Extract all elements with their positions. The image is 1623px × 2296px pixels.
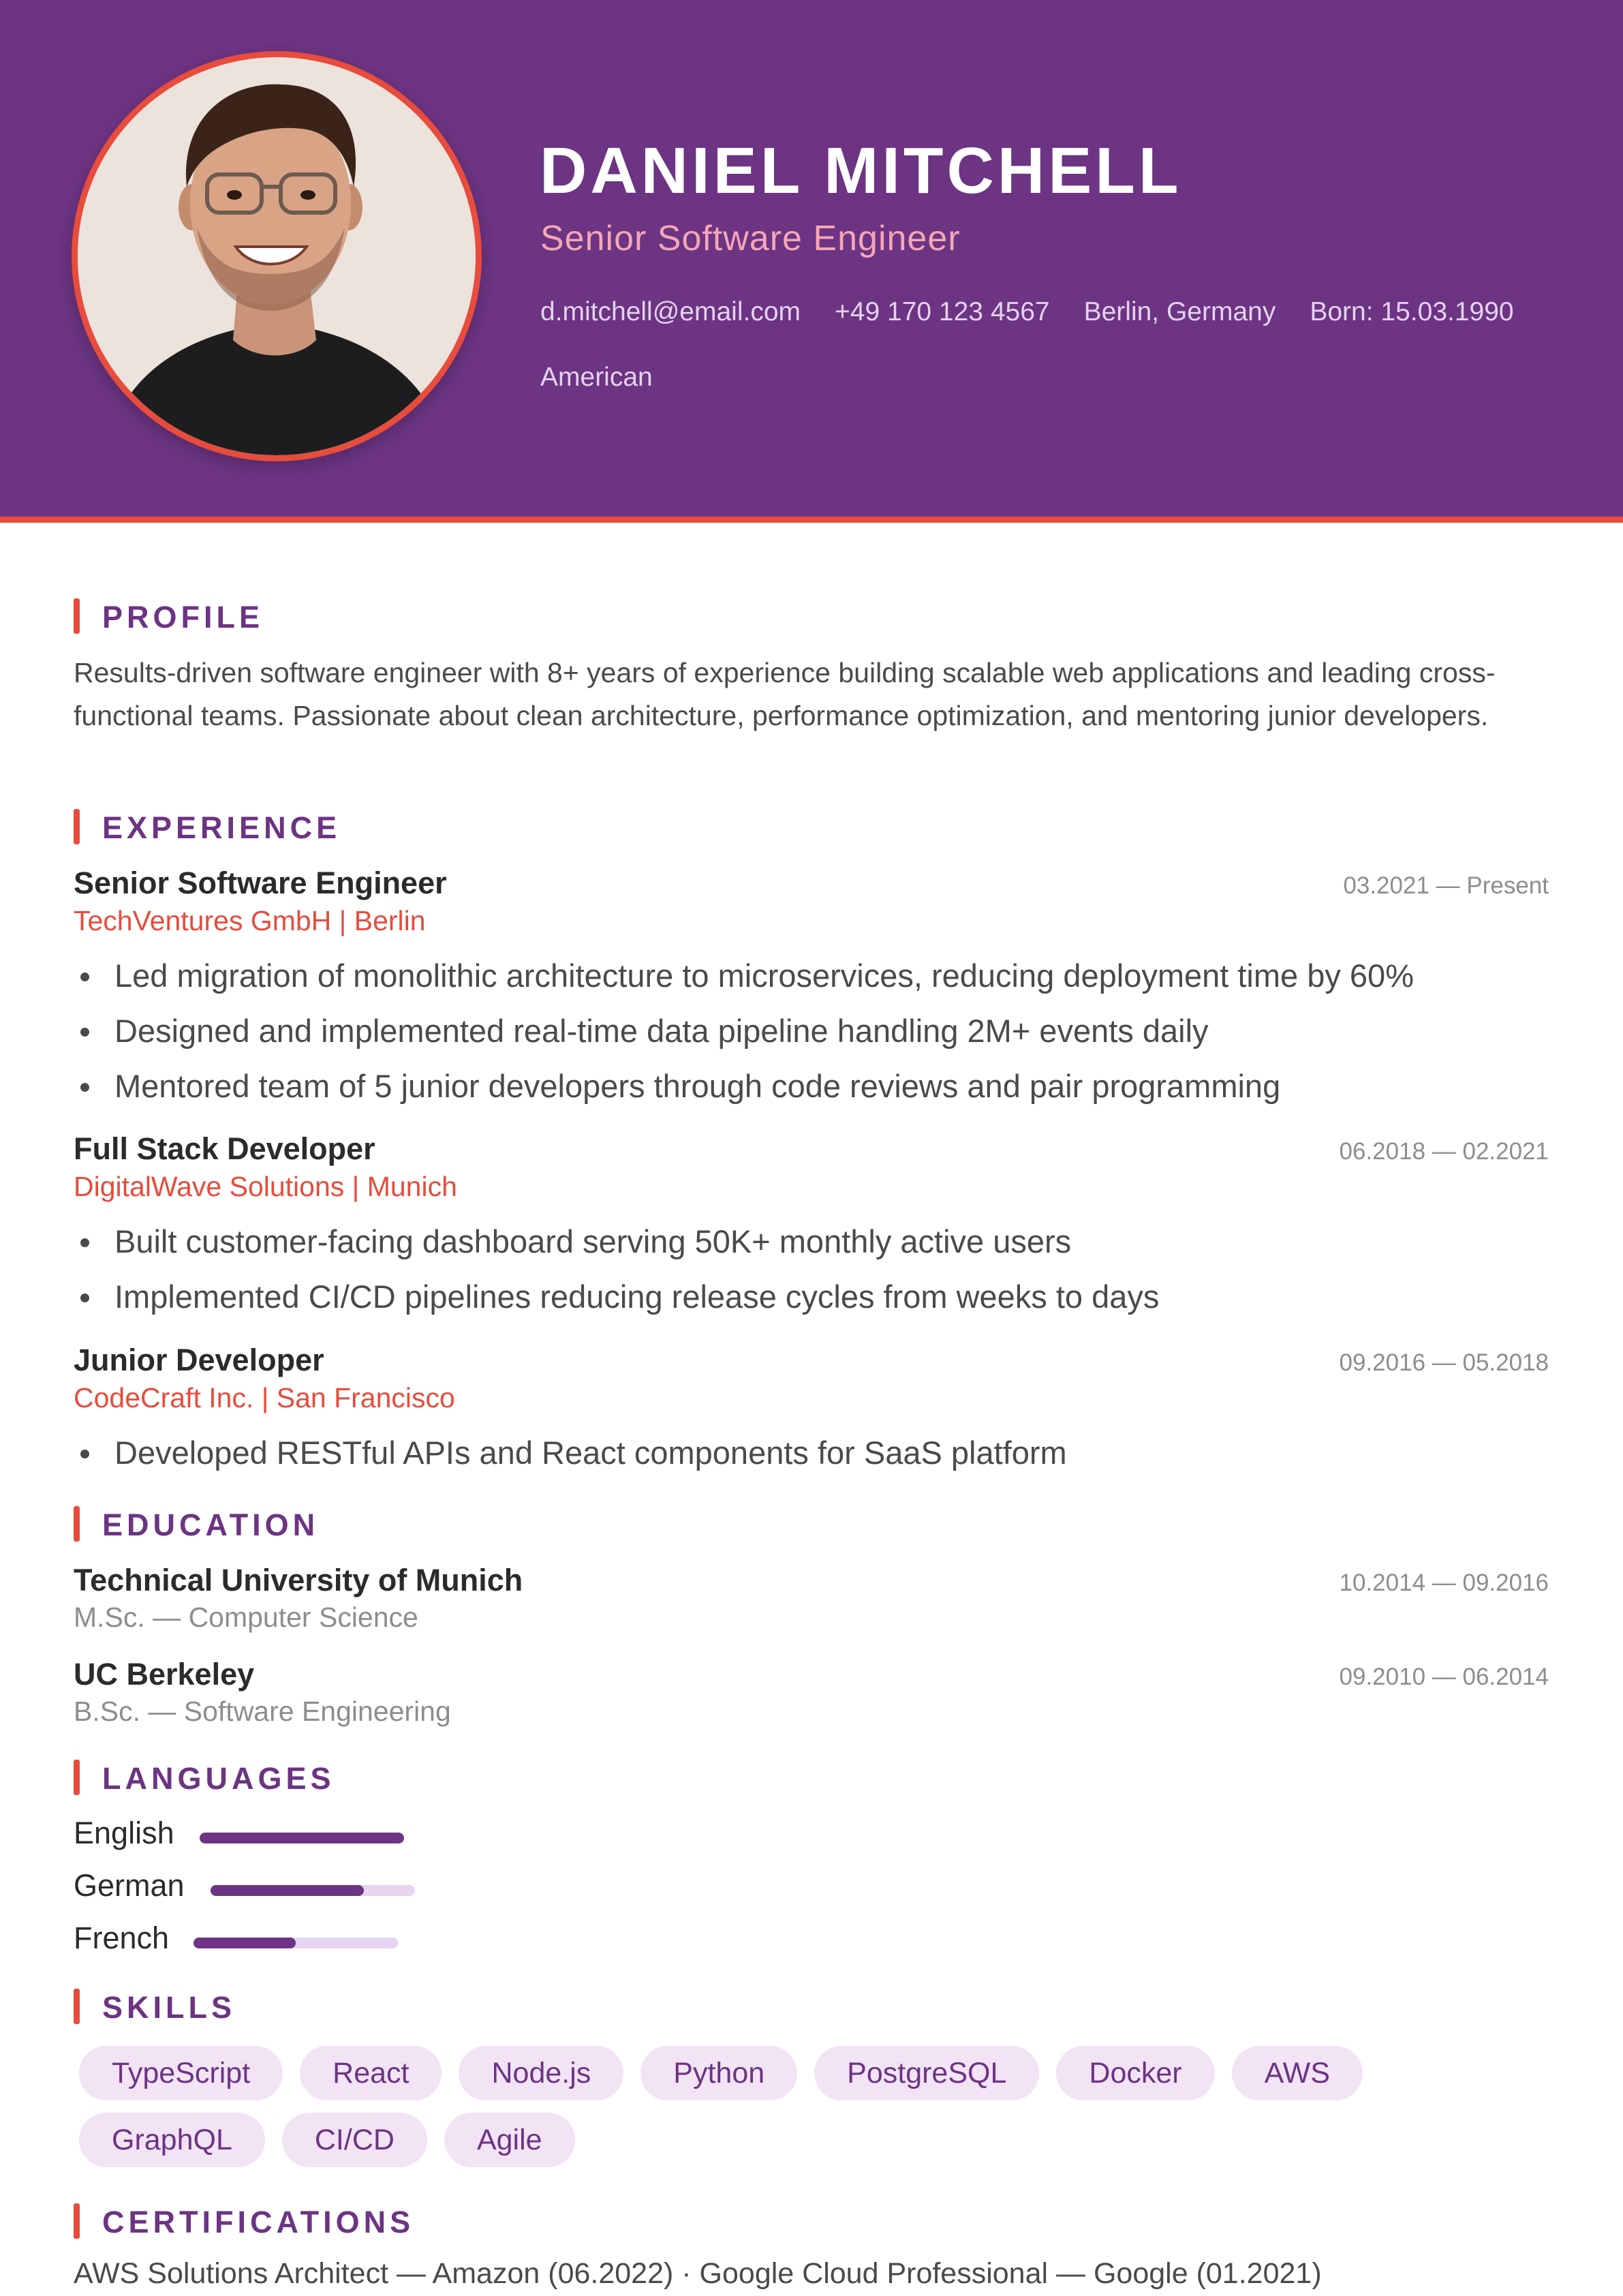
- list-item: Mentored team of 5 junior developers through code reviews and pair programming: [74, 1067, 1573, 1122]
- job-company: TechVentures GmbH | Berlin: [74, 905, 426, 936]
- education-school: UC Berkeley: [74, 1657, 255, 1692]
- language-level-fill: [200, 1833, 404, 1843]
- contact-location: Berlin, Germany: [1083, 297, 1276, 326]
- section-label: PROFILE: [102, 600, 264, 634]
- profile-summary: Results-driven software engineer with 8+ years of experience building scalable web applications and leading cross-functional teams. Passionate about clean architecture, performance optimization, and mentoring junior developers.: [74, 657, 1496, 731]
- contact-info: [540, 279, 1576, 410]
- contact-email[interactable]: d.mitchell@email.com: [540, 297, 801, 326]
- section-accent-bar: [74, 1760, 80, 1795]
- job-title: Senior Software Engineer: [74, 866, 447, 900]
- section-accent-bar: [74, 1506, 80, 1542]
- profile-photo: [78, 57, 476, 455]
- list-item: Built customer-facing dashboard serving 50K+ monthly active users: [74, 1222, 1573, 1277]
- certifications-list: AWS Solutions Architect — Amazon (06.2022) · Google Cloud Professional — Google (01.2021): [74, 2257, 1322, 2290]
- education-school: Technical University of Munich: [74, 1563, 523, 1597]
- language-level-bar: [194, 1938, 398, 1948]
- contact-birthdate: Born: 15.03.1990: [1310, 297, 1514, 326]
- skill-tag: Python: [640, 2046, 797, 2100]
- header-divider: [0, 517, 1623, 523]
- language-name: French: [74, 1920, 170, 1955]
- skill-tag: Node.js: [459, 2046, 623, 2100]
- skill-tag: Agile: [444, 2113, 575, 2167]
- section-accent-bar: [74, 1989, 80, 2024]
- list-item: Implemented CI/CD pipelines reducing release cycles from weeks to days: [74, 1277, 1573, 1332]
- language-name: German: [74, 1868, 185, 1903]
- skill-tag: PostgreSQL: [814, 2046, 1039, 2100]
- language-level-bar: [211, 1885, 415, 1896]
- job-dates: 09.2016 — 05.2018: [1339, 1349, 1549, 1376]
- section-label: SKILLS: [102, 1990, 236, 2025]
- section-accent-bar: [74, 2203, 80, 2239]
- list-item: Led migration of monolithic architecture to microservices, reducing deployment time by 60%: [74, 956, 1573, 1011]
- language-level-bar: [200, 1833, 404, 1843]
- language-level-fill: [194, 1938, 296, 1948]
- job-title: Junior Developer: [74, 1343, 324, 1377]
- list-item: Developed RESTful APIs and React components for SaaS platform: [74, 1433, 1573, 1488]
- section-accent-bar: [74, 809, 80, 844]
- job-title-headline: Senior Software Engineer: [540, 219, 961, 258]
- candidate-name: DANIEL MITCHELL: [540, 134, 1182, 207]
- profile-photo-frame: [72, 51, 482, 461]
- section-accent-bar: [74, 598, 80, 634]
- contact-nationality: American: [540, 363, 653, 392]
- portrait-illustration: [78, 57, 476, 455]
- skill-tag: CI/CD: [282, 2113, 427, 2167]
- job-company: DigitalWave Solutions | Munich: [74, 1171, 457, 1202]
- skill-tag: GraphQL: [79, 2113, 265, 2167]
- job-bullets: [74, 956, 1573, 1122]
- skill-tag: TypeScript: [79, 2046, 283, 2100]
- skill-tag: Docker: [1056, 2046, 1214, 2100]
- skill-tag: React: [300, 2046, 442, 2100]
- skill-tag: AWS: [1232, 2046, 1363, 2100]
- section-label: EDUCATION: [102, 1507, 320, 1542]
- contact-phone[interactable]: +49 170 123 4567: [835, 297, 1050, 326]
- job-dates: 06.2018 — 02.2021: [1339, 1138, 1549, 1165]
- language-level-fill: [211, 1885, 364, 1896]
- education-dates: 10.2014 — 09.2016: [1339, 1570, 1549, 1596]
- section-label: LANGUAGES: [102, 1761, 335, 1796]
- education-degree: M.Sc. — Computer Science: [74, 1602, 418, 1633]
- job-bullets: [74, 1433, 1573, 1488]
- language-name: English: [74, 1816, 174, 1850]
- job-dates: 03.2021 — Present: [1343, 872, 1549, 899]
- section-label: EXPERIENCE: [102, 810, 341, 845]
- list-item: Designed and implemented real-time data pipeline handling 2M+ events daily: [74, 1011, 1573, 1067]
- job-bullets: [74, 1222, 1573, 1332]
- job-company: CodeCraft Inc. | San Francisco: [74, 1382, 455, 1413]
- skills-list: [79, 2046, 1578, 2179]
- education-degree: B.Sc. — Software Engineering: [74, 1696, 451, 1727]
- job-title: Full Stack Developer: [74, 1131, 375, 1166]
- education-dates: 09.2010 — 06.2014: [1339, 1664, 1549, 1690]
- section-label: CERTIFICATIONS: [102, 2205, 415, 2239]
